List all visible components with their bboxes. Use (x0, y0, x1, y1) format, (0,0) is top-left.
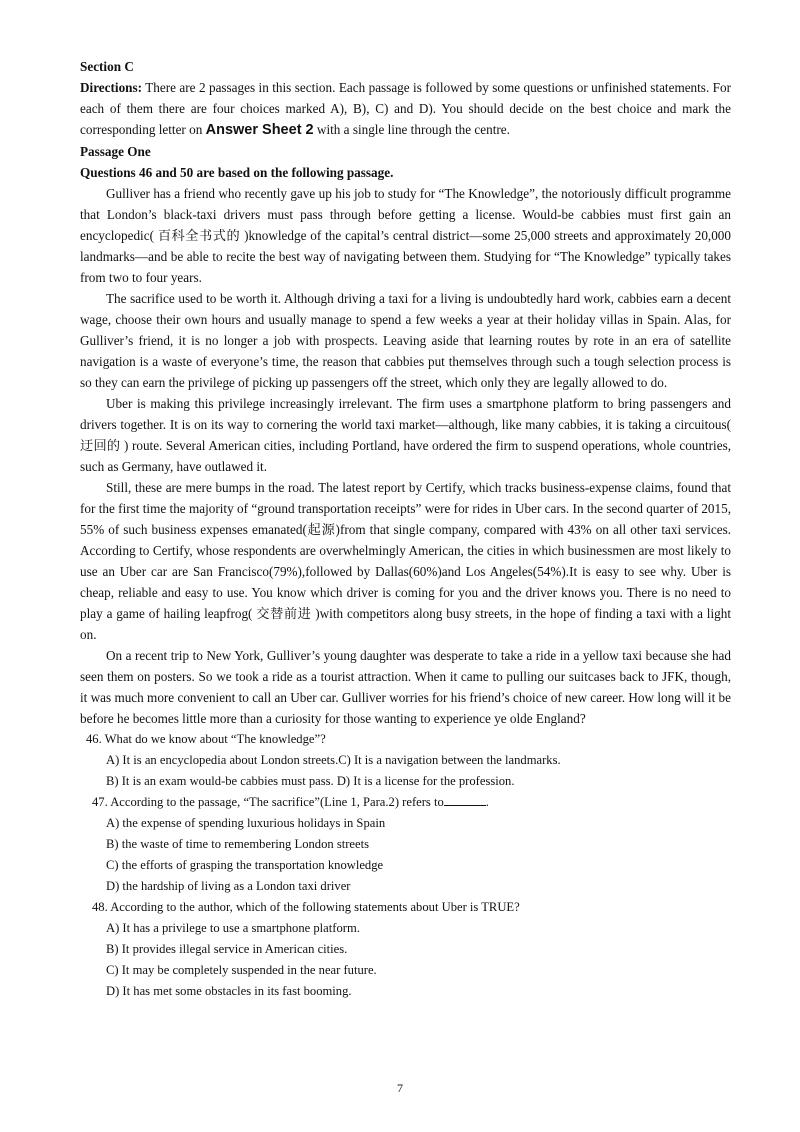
directions-text-1: There are 2 passages in this section. Each passage is followed by some questions or unfinished statements. For each of them there are four choices marked A), B), C) and D). You should decide on the best choice and mark the corresponding letter on (80, 80, 731, 137)
option-line: B) It provides illegal service in American cities. (106, 942, 348, 956)
questions-range: Questions 46 and 50 are based on the following passage. (80, 165, 394, 180)
option-line: A) the expense of spending luxurious holidays in Spain (106, 816, 386, 830)
question-46 (80, 729, 731, 792)
directions-label: Directions: (80, 80, 143, 95)
directions-text-2: with a single line through the centre. (313, 122, 510, 137)
question-stem (80, 792, 731, 813)
question-stem: 48. According to the author, which of the following statements about Uber is TRUE? (92, 900, 520, 914)
page-number: 7 (397, 1081, 403, 1095)
option-line: C) the efforts of grasping the transportation knowledge (106, 858, 384, 872)
question-stem-text: 47. According to the passage, “The sacrifice”(Line 1, Para.2) refers to (92, 795, 444, 809)
passage-title: Passage One (80, 144, 151, 159)
option-line: A) It has a privilege to use a smartphone platform. (106, 921, 360, 935)
paragraph-2: The sacrifice used to be worth it. Although driving a taxi for a living is undoubtedly hard work, cabbies earn a decent wage, choose their own hours and usually manage to spend a few weeks a year at their holiday villas in Spain. Alas, for Gulliver’s friend, it is no longer a job with prospects. Leaving aside that learning routes by rote in an era of satellite navigation is a waste of everyone’s time, the reason that cabbies put themselves through such a tough selection process is so they can earn the privilege of picking up passengers off the street, which only they are legally allowed to do. (80, 291, 731, 390)
question-48 (80, 897, 731, 1002)
answer-blank (444, 794, 486, 806)
option-line: A) It is an encyclopedia about London streets.C) It is a navigation between the landmarks. (106, 753, 561, 767)
directions (80, 77, 731, 141)
section-title: Section C (80, 59, 134, 74)
question-47 (80, 792, 731, 897)
paragraph-5: On a recent trip to New York, Gulliver’s young daughter was desperate to take a ride in a yellow taxi because she had seen them on posters. So we took a ride as a tourist attraction. When it came to pulling our suitcases back to JFK, though, it was much more convenient to call an Uber car. Gulliver worries for his friend’s choice of new career. How long will it be before he becomes little more than a curiosity for those wanting to experience ye olde England? (80, 648, 731, 726)
paragraph-3: Uber is making this privilege increasingly irrelevant. The firm uses a smartphone platform to bring passengers and drivers together. It is on its way to cornering the world taxi market—although, like many cabbies, it is taking a circuitous( 迂回的 ) route. Several American cities, including Portland, have ordered the firm to suspend operations, whole countries, such as Germany, have outlawed it. (80, 396, 731, 474)
question-stem-end: . (485, 795, 489, 809)
option-line: B) It is an exam would-be cabbies must pass. D) It is a license for the profession. (106, 774, 515, 788)
question-stem: 46. What do we know about “The knowledge”? (86, 732, 326, 746)
paragraph-1: Gulliver has a friend who recently gave up his job to study for “The Knowledge”, the notoriously difficult programme that London’s black-taxi drivers must pass through before getting a license. Would-be cabbies must first gain an encyclopedic( 百科全书式的 )knowledge of the capital’s central district—some 25,000 streets and approximately 20,000 landmarks—and be able to recite the best way of navigating between them. Studying for “The Knowledge” typically takes from two to four years. (80, 186, 731, 285)
paragraph-4: Still, these are mere bumps in the road. The latest report by Certify, which tracks business-expense claims, found that for the first time the majority of “ground transportation receipts” were for rides in Uber cars. In the second quarter of 2015, 55% of such business expenses emanated(起源)from that single company, compared with 43% on all other taxi services. According to Certify, whose respondents are overwhelmingly American, the cities in which businessmen are most likely to use an Uber car are San Francisco(79%),followed by Dallas(60%)and Los Angeles(54%).It is easy to see why. Uber is cheap, reliable and easy to use. You know which driver is coming for you and the driver knows you. There is no need to play a game of hailing leapfrog( 交替前进 )with competitors along busy streets, in the hope of finding a taxi with a light on. (80, 480, 731, 642)
option-line: B) the waste of time to remembering London streets (106, 837, 369, 851)
option-line: C) It may be completely suspended in the near future. (106, 963, 377, 977)
option-line: D) the hardship of living as a London taxi driver (106, 879, 351, 893)
answer-sheet-label: Answer Sheet 2 (205, 122, 314, 138)
page-content (80, 56, 731, 1002)
option-line: D) It has met some obstacles in its fast booming. (106, 984, 352, 998)
